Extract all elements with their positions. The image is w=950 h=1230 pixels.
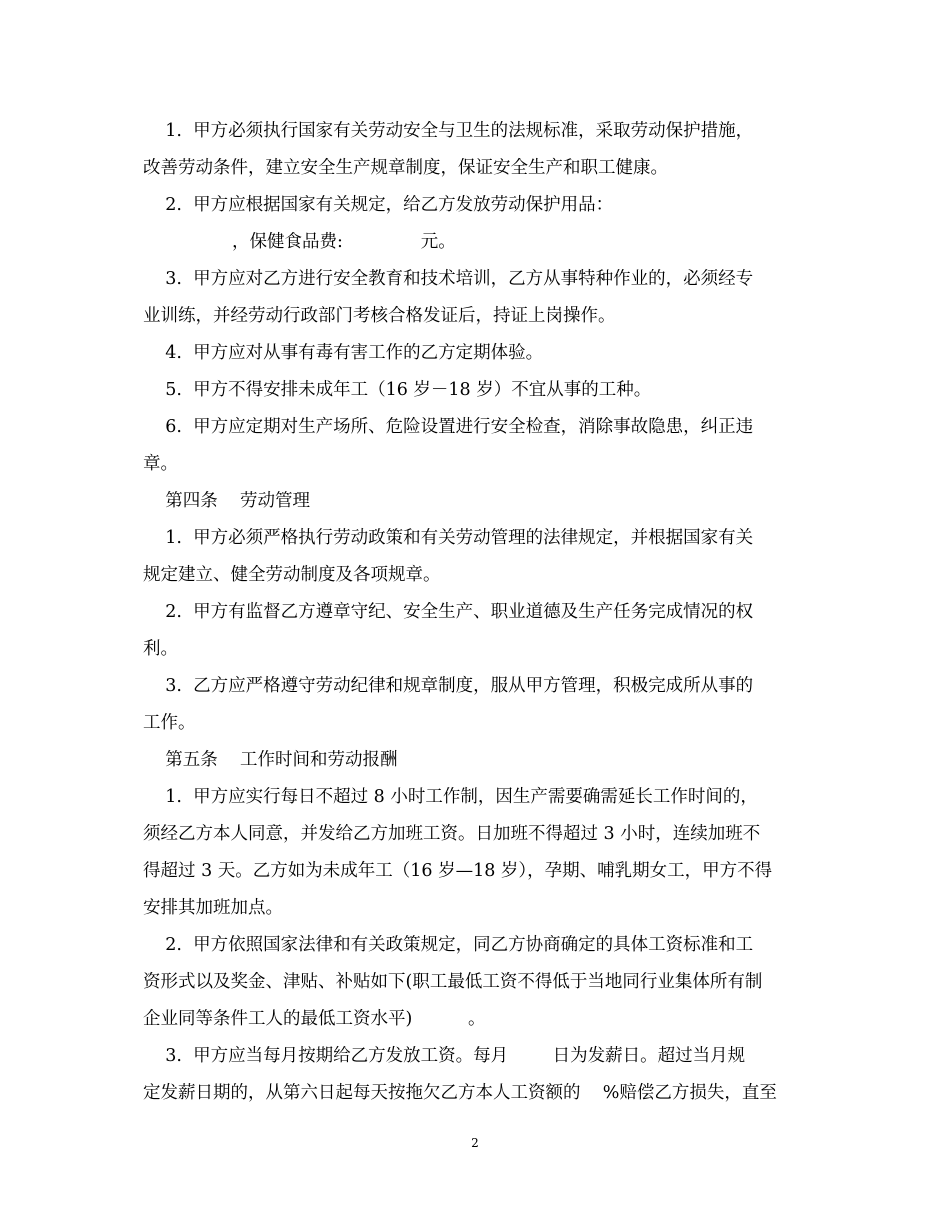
document-line: 3. 甲方应对乙方进行安全教育和技术培训，乙方从事特种作业的，必须经专 [143, 269, 754, 289]
document-line: 第四条 劳动管理 [143, 491, 311, 511]
document-line: 3. 甲方应当每月按期给乙方发放工资。每月 日为发薪日。超过当月规 [143, 1046, 746, 1066]
document-line: 6. 甲方应定期对生产场所、危险设置进行安全检查，消除事故隐患，纠正违 [143, 417, 754, 437]
document-line: 企业同等条件工人的最低工资水平) 。 [143, 1009, 486, 1029]
page-number: 2 [471, 1136, 479, 1150]
document-line: 2. 甲方有监督乙方遵章守纪、安全生产、职业道德及生产任务完成情况的权 [143, 602, 754, 622]
document-body [143, 113, 808, 1112]
document-line: 第五条 工作时间和劳动报酬 [143, 750, 398, 770]
document-line: 1. 甲方应实行每日不超过 8 小时工作制，因生产需要确需延长工作时间的， [143, 787, 758, 807]
document-line: 1. 甲方必须严格执行劳动政策和有关劳动管理的法律规定，并根据国家有关 [143, 528, 754, 548]
document-line: 安排其加班加点。 [143, 898, 283, 918]
document-line: 5. 甲方不得安排未成年工（16 岁－18 岁）不宜从事的工种。 [143, 380, 652, 400]
document-line: ，保健食品费: 元。 [143, 232, 456, 252]
document-line: 利。 [143, 639, 178, 659]
document-line: 规定建立、健全劳动制度及各项规章。 [143, 565, 441, 585]
document-line: 改善劳动条件，建立安全生产规章制度，保证安全生产和职工健康。 [143, 158, 668, 178]
document-line: 2. 甲方依照国家法律和有关政策规定，同乙方协商确定的具体工资标准和工 [143, 935, 754, 955]
document-line: 章。 [143, 454, 178, 474]
document-line: 业训练，并经劳动行政部门考核合格发证后，持证上岗操作。 [143, 306, 616, 326]
document-line: 1. 甲方必须执行国家有关劳动安全与卫生的法规标准，采取劳动保护措施， [143, 121, 754, 141]
document-line: 得超过 3 天。乙方如为未成年工（16 岁—18 岁），孕期、哺乳期女工，甲方不得 [143, 861, 773, 881]
document-line: 须经乙方本人同意，并发给乙方加班工资。日加班不得超过 3 小时，连续加班不 [143, 824, 761, 844]
document-line: 资形式以及奖金、津贴、补贴如下(职工最低工资不得低于当地同行业集体所有制 [143, 972, 763, 992]
document-line: 定发薪日期的，从第六日起每天按拖欠乙方本人工资额的 %赔偿乙方损失，直至 [143, 1083, 777, 1103]
document-line: 工作。 [143, 713, 196, 733]
document-line: 3. 乙方应严格遵守劳动纪律和规章制度，服从甲方管理，积极完成所从事的 [143, 676, 754, 696]
document-line: 4. 甲方应对从事有毒有害工作的乙方定期体验。 [143, 343, 544, 363]
document-line: 2. 甲方应根据国家有关规定，给乙方发放劳动保护用品： [143, 195, 614, 215]
